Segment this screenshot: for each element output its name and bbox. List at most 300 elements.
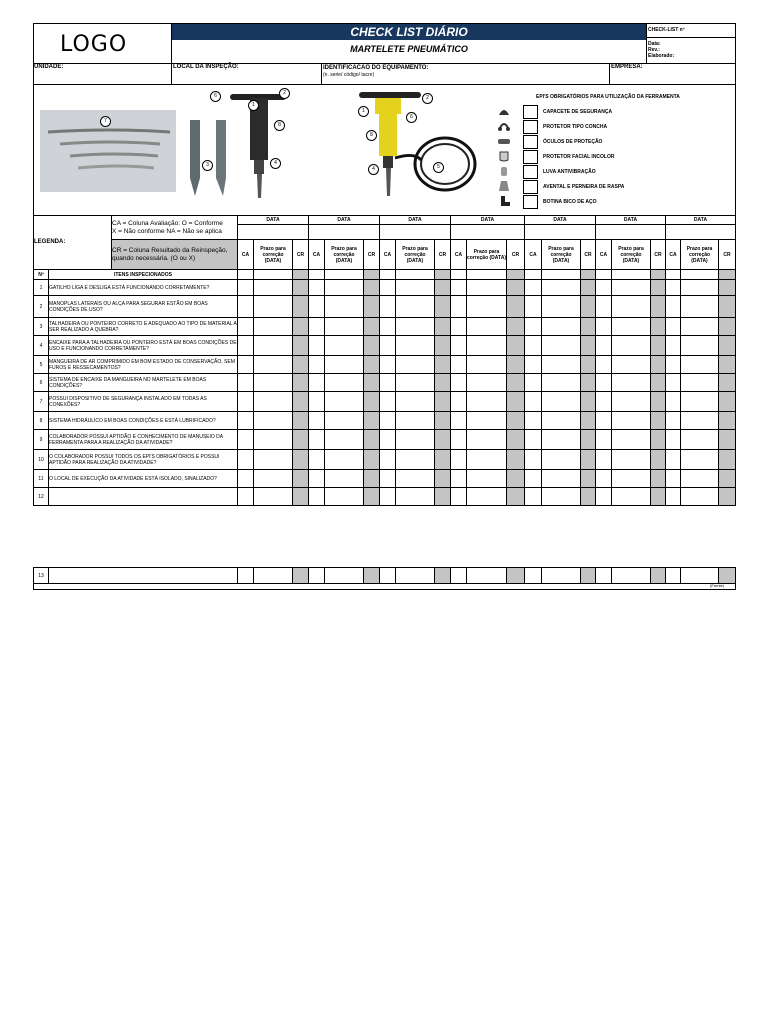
cr-cell[interactable] — [435, 568, 451, 584]
ca-cell[interactable] — [451, 412, 467, 430]
ca-cell[interactable] — [380, 450, 396, 470]
prazo-cell[interactable] — [542, 392, 581, 412]
prazo-cell[interactable] — [467, 356, 507, 374]
ca-cell[interactable] — [525, 412, 542, 430]
prazo-cell[interactable] — [254, 280, 293, 296]
ca-cell[interactable] — [238, 412, 254, 430]
ca-cell[interactable] — [525, 296, 542, 318]
prazo-cell[interactable] — [396, 336, 435, 356]
ca-cell[interactable] — [666, 296, 681, 318]
cr-cell[interactable] — [507, 470, 525, 488]
cr-cell[interactable] — [293, 356, 309, 374]
ca-cell[interactable] — [238, 450, 254, 470]
prazo-cell[interactable] — [542, 488, 581, 506]
prazo-cell[interactable] — [325, 430, 364, 450]
cr-cell[interactable] — [651, 336, 666, 356]
ca-cell[interactable] — [238, 336, 254, 356]
cr-cell[interactable] — [651, 280, 666, 296]
ca-cell[interactable] — [309, 568, 325, 584]
ca-cell[interactable] — [309, 318, 325, 336]
prazo-cell[interactable] — [467, 318, 507, 336]
prazo-cell[interactable] — [467, 430, 507, 450]
cr-cell[interactable] — [581, 488, 596, 506]
ca-cell[interactable] — [596, 470, 612, 488]
cr-cell[interactable] — [364, 568, 380, 584]
cr-cell[interactable] — [719, 374, 736, 392]
ca-cell[interactable] — [238, 488, 254, 506]
cr-cell[interactable] — [581, 412, 596, 430]
epi-checkbox[interactable] — [523, 120, 538, 134]
ca-cell[interactable] — [238, 318, 254, 336]
ca-cell[interactable] — [380, 318, 396, 336]
ca-cell[interactable] — [238, 356, 254, 374]
cr-cell[interactable] — [719, 430, 736, 450]
prazo-cell[interactable] — [325, 336, 364, 356]
prepared-by-label: Elaborado: — [648, 53, 675, 59]
date-input[interactable] — [666, 225, 736, 240]
ca-cell[interactable] — [666, 450, 681, 470]
ca-cell[interactable] — [309, 412, 325, 430]
ca-cell[interactable] — [380, 392, 396, 412]
epi-checkbox[interactable] — [523, 105, 538, 119]
cr-cell[interactable] — [719, 296, 736, 318]
cr-cell[interactable] — [435, 374, 451, 392]
cr-cell[interactable] — [581, 470, 596, 488]
ca-cell[interactable] — [380, 488, 396, 506]
cr-cell[interactable] — [651, 470, 666, 488]
cr-cell[interactable] — [651, 568, 666, 584]
ca-cell[interactable] — [596, 430, 612, 450]
prazo-cell[interactable] — [467, 392, 507, 412]
ca-cell[interactable] — [525, 318, 542, 336]
prazo-cell[interactable] — [467, 470, 507, 488]
prazo-cell[interactable] — [467, 488, 507, 506]
cr-cell[interactable] — [581, 296, 596, 318]
prazo-cell[interactable] — [396, 374, 435, 392]
prazo-cell[interactable] — [396, 280, 435, 296]
date-input[interactable] — [309, 225, 380, 240]
prazo-cell[interactable] — [542, 430, 581, 450]
prazo-cell[interactable] — [542, 318, 581, 336]
ca-cell[interactable] — [451, 488, 467, 506]
cr-cell[interactable] — [364, 296, 380, 318]
ca-cell[interactable] — [309, 430, 325, 450]
cr-cell[interactable] — [507, 336, 525, 356]
prazo-cell[interactable] — [681, 374, 719, 392]
prazo-cell[interactable] — [467, 296, 507, 318]
ca-cell[interactable] — [525, 356, 542, 374]
ca-cell[interactable] — [666, 280, 681, 296]
ca-cell[interactable] — [309, 374, 325, 392]
prazo-cell[interactable] — [612, 450, 651, 470]
ca-cell[interactable] — [238, 374, 254, 392]
epi-checkbox[interactable] — [523, 195, 538, 209]
prazo-cell[interactable] — [254, 470, 293, 488]
prazo-cell[interactable] — [681, 318, 719, 336]
cr-cell[interactable] — [719, 488, 736, 506]
cr-cell[interactable] — [507, 356, 525, 374]
cr-cell[interactable] — [581, 568, 596, 584]
prazo-cell[interactable] — [612, 568, 651, 584]
cr-cell[interactable] — [581, 356, 596, 374]
prazo-cell[interactable] — [612, 374, 651, 392]
cr-cell[interactable] — [364, 488, 380, 506]
cr-cell[interactable] — [719, 392, 736, 412]
cr-cell[interactable] — [651, 318, 666, 336]
cr-cell[interactable] — [364, 356, 380, 374]
ca-cell[interactable] — [380, 336, 396, 356]
ca-cell[interactable] — [666, 336, 681, 356]
ca-cell[interactable] — [666, 412, 681, 430]
prazo-cell[interactable] — [325, 450, 364, 470]
epi-checkbox[interactable] — [523, 150, 538, 164]
ca-header: CA — [525, 240, 542, 270]
ca-cell[interactable] — [380, 356, 396, 374]
ca-cell[interactable] — [309, 470, 325, 488]
cr-cell[interactable] — [293, 296, 309, 318]
cr-cell[interactable] — [507, 450, 525, 470]
prazo-cell[interactable] — [396, 392, 435, 412]
cr-cell[interactable] — [719, 318, 736, 336]
prazo-cell[interactable] — [612, 356, 651, 374]
ca-cell[interactable] — [451, 336, 467, 356]
row-number: 13 — [34, 568, 49, 584]
cr-cell[interactable] — [293, 374, 309, 392]
ca-cell[interactable] — [451, 450, 467, 470]
cr-cell[interactable] — [507, 318, 525, 336]
ca-cell[interactable] — [525, 336, 542, 356]
cr-cell[interactable] — [507, 374, 525, 392]
prazo-cell[interactable] — [396, 450, 435, 470]
epi-checkbox[interactable] — [523, 135, 538, 149]
cr-cell[interactable] — [581, 336, 596, 356]
ca-cell[interactable] — [451, 568, 467, 584]
ca-cell[interactable] — [525, 488, 542, 506]
ca-cell[interactable] — [596, 336, 612, 356]
prazo-cell[interactable] — [325, 374, 364, 392]
ca-cell[interactable] — [451, 356, 467, 374]
cr-cell[interactable] — [507, 488, 525, 506]
prazo-cell[interactable] — [681, 470, 719, 488]
cr-cell[interactable] — [719, 356, 736, 374]
ca-cell[interactable] — [451, 280, 467, 296]
ca-cell[interactable] — [525, 430, 542, 450]
ca-cell[interactable] — [451, 392, 467, 412]
prazo-cell[interactable] — [467, 450, 507, 470]
prazo-cell[interactable] — [681, 296, 719, 318]
cr-cell[interactable] — [507, 412, 525, 430]
ca-cell[interactable] — [596, 488, 612, 506]
prazo-cell[interactable] — [396, 412, 435, 430]
prazo-cell[interactable] — [254, 356, 293, 374]
prazo-cell[interactable] — [681, 356, 719, 374]
ca-cell[interactable] — [309, 336, 325, 356]
epi-row — [495, 134, 645, 149]
prazo-cell[interactable] — [542, 568, 581, 584]
prazo-cell[interactable] — [325, 488, 364, 506]
cr-cell[interactable] — [293, 450, 309, 470]
cr-cell[interactable] — [293, 412, 309, 430]
prazo-cell[interactable] — [396, 470, 435, 488]
cr-cell[interactable] — [651, 488, 666, 506]
prazo-cell[interactable] — [396, 430, 435, 450]
ca-cell[interactable] — [380, 280, 396, 296]
cr-cell[interactable] — [364, 450, 380, 470]
ca-cell[interactable] — [596, 356, 612, 374]
prazo-cell[interactable] — [325, 470, 364, 488]
ca-cell[interactable] — [525, 568, 542, 584]
prazo-cell[interactable] — [612, 412, 651, 430]
prazo-cell[interactable] — [254, 296, 293, 318]
prazo-cell[interactable] — [254, 430, 293, 450]
prazo-cell[interactable] — [467, 568, 507, 584]
cr-cell[interactable] — [293, 430, 309, 450]
date-input[interactable] — [238, 225, 309, 240]
cr-cell[interactable] — [293, 568, 309, 584]
cr-cell[interactable] — [293, 488, 309, 506]
prazo-cell[interactable] — [681, 336, 719, 356]
row-number: 11 — [34, 470, 49, 488]
cr-cell[interactable] — [364, 336, 380, 356]
ca-cell[interactable] — [309, 450, 325, 470]
prazo-cell[interactable] — [467, 374, 507, 392]
cr-cell[interactable] — [435, 392, 451, 412]
cr-cell[interactable] — [507, 296, 525, 318]
cr-cell[interactable] — [435, 412, 451, 430]
ca-cell[interactable] — [380, 374, 396, 392]
ca-cell[interactable] — [238, 470, 254, 488]
prazo-cell[interactable] — [325, 412, 364, 430]
prazo-cell[interactable] — [612, 470, 651, 488]
ca-cell[interactable] — [596, 280, 612, 296]
prazo-cell[interactable] — [254, 412, 293, 430]
ca-cell[interactable] — [666, 318, 681, 336]
prazo-cell[interactable] — [681, 412, 719, 430]
prazo-cell[interactable] — [396, 356, 435, 374]
prazo-cell[interactable] — [542, 450, 581, 470]
prazo-cell[interactable] — [542, 412, 581, 430]
ca-cell[interactable] — [525, 470, 542, 488]
prazo-cell[interactable] — [325, 296, 364, 318]
prazo-cell[interactable] — [542, 374, 581, 392]
cr-cell[interactable] — [581, 392, 596, 412]
callout-tool2-8: 8 — [366, 130, 377, 141]
ca-cell[interactable] — [525, 374, 542, 392]
prazo-cell[interactable] — [612, 430, 651, 450]
ca-cell[interactable] — [666, 392, 681, 412]
cr-cell[interactable] — [581, 374, 596, 392]
cr-cell[interactable] — [651, 412, 666, 430]
ca-cell[interactable] — [380, 568, 396, 584]
ca-cell[interactable] — [309, 356, 325, 374]
ca-cell[interactable] — [596, 412, 612, 430]
epi-item-label: CAPACETE DE SEGURANÇA — [543, 109, 613, 115]
ca-cell[interactable] — [380, 430, 396, 450]
ca-header: CA — [451, 240, 467, 270]
prazo-cell[interactable] — [396, 296, 435, 318]
cr-cell[interactable] — [435, 356, 451, 374]
prazo-cell[interactable] — [325, 318, 364, 336]
cr-cell[interactable] — [293, 336, 309, 356]
cr-cell[interactable] — [435, 296, 451, 318]
cr-cell[interactable] — [719, 412, 736, 430]
cr-cell[interactable] — [293, 470, 309, 488]
cr-cell[interactable] — [651, 356, 666, 374]
cr-cell[interactable] — [719, 568, 736, 584]
ca-cell[interactable] — [666, 488, 681, 506]
ca-cell[interactable] — [596, 450, 612, 470]
prazo-cell[interactable] — [681, 430, 719, 450]
prazo-cell[interactable] — [612, 280, 651, 296]
cr-cell[interactable] — [507, 430, 525, 450]
cr-cell[interactable] — [719, 470, 736, 488]
cr-cell[interactable] — [581, 280, 596, 296]
ca-cell[interactable] — [380, 470, 396, 488]
prazo-cell[interactable] — [681, 450, 719, 470]
ca-cell[interactable] — [525, 450, 542, 470]
cr-cell[interactable] — [435, 450, 451, 470]
cr-cell[interactable] — [435, 336, 451, 356]
prazo-cell[interactable] — [612, 392, 651, 412]
cr-cell[interactable] — [651, 374, 666, 392]
cr-cell[interactable] — [651, 450, 666, 470]
prazo-cell[interactable] — [254, 374, 293, 392]
prazo-cell[interactable] — [396, 318, 435, 336]
cr-cell[interactable] — [293, 392, 309, 412]
prazo-cell[interactable] — [467, 280, 507, 296]
cr-cell[interactable] — [364, 412, 380, 430]
prazo-cell[interactable] — [325, 280, 364, 296]
ca-cell[interactable] — [525, 280, 542, 296]
date-input[interactable] — [451, 225, 525, 240]
ca-cell[interactable] — [309, 488, 325, 506]
info-divider-3 — [609, 63, 610, 85]
ca-cell[interactable] — [238, 430, 254, 450]
cr-cell[interactable] — [364, 430, 380, 450]
cr-cell[interactable] — [364, 374, 380, 392]
prazo-cell[interactable] — [681, 280, 719, 296]
ca-cell[interactable] — [380, 412, 396, 430]
prazo-cell[interactable] — [254, 392, 293, 412]
prazo-cell[interactable] — [542, 296, 581, 318]
cr-cell[interactable] — [719, 450, 736, 470]
row-item-text: MANGUEIRA DE AR COMPRIMIDO EM BOM ESTADO DE CONSERVAÇÃO, SEM FUROS E RESSECAMENTOS? — [49, 356, 238, 374]
cr-cell[interactable] — [435, 318, 451, 336]
prazo-cell[interactable] — [254, 568, 293, 584]
prazo-cell[interactable] — [542, 470, 581, 488]
ca-cell[interactable] — [238, 280, 254, 296]
prazo-cell[interactable] — [542, 336, 581, 356]
prazo-cell[interactable] — [254, 318, 293, 336]
prazo-cell[interactable] — [254, 488, 293, 506]
prazo-cell[interactable] — [325, 568, 364, 584]
cr-cell[interactable] — [581, 430, 596, 450]
prazo-cell[interactable] — [612, 336, 651, 356]
prazo-cell[interactable] — [467, 412, 507, 430]
ca-cell[interactable] — [451, 374, 467, 392]
cr-cell[interactable] — [435, 488, 451, 506]
ca-cell[interactable] — [666, 568, 681, 584]
prazo-cell[interactable] — [542, 356, 581, 374]
ca-cell[interactable] — [309, 392, 325, 412]
prazo-cell[interactable] — [612, 318, 651, 336]
cr-cell[interactable] — [719, 336, 736, 356]
ca-cell[interactable] — [451, 430, 467, 450]
cr-cell[interactable] — [651, 296, 666, 318]
cr-cell[interactable] — [651, 430, 666, 450]
ca-cell[interactable] — [451, 318, 467, 336]
header-right-divider — [646, 23, 647, 64]
ca-cell[interactable] — [451, 470, 467, 488]
date-input[interactable] — [525, 225, 596, 240]
prazo-cell[interactable] — [681, 568, 719, 584]
cr-cell[interactable] — [581, 450, 596, 470]
ca-cell[interactable] — [596, 374, 612, 392]
prazo-cell[interactable] — [254, 450, 293, 470]
cr-cell[interactable] — [364, 280, 380, 296]
ca-cell[interactable] — [596, 568, 612, 584]
prazo-cell[interactable] — [325, 392, 364, 412]
cr-cell[interactable] — [507, 568, 525, 584]
prazo-cell[interactable] — [325, 356, 364, 374]
cr-cell[interactable] — [364, 470, 380, 488]
cr-header: CR — [364, 240, 380, 270]
prazo-cell[interactable] — [396, 488, 435, 506]
cr-cell[interactable] — [581, 318, 596, 336]
cr-cell[interactable] — [507, 280, 525, 296]
ca-cell[interactable] — [666, 430, 681, 450]
cr-cell[interactable] — [435, 280, 451, 296]
ca-cell[interactable] — [238, 296, 254, 318]
prazo-cell[interactable] — [254, 336, 293, 356]
cr-cell[interactable] — [719, 280, 736, 296]
prazo-cell[interactable] — [681, 392, 719, 412]
prazo-cell[interactable] — [612, 488, 651, 506]
prazo-cell[interactable] — [681, 488, 719, 506]
ca-cell[interactable] — [309, 280, 325, 296]
ca-cell[interactable] — [596, 318, 612, 336]
cr-cell[interactable] — [293, 280, 309, 296]
ca-cell[interactable] — [380, 296, 396, 318]
ca-cell[interactable] — [309, 296, 325, 318]
epi-checkbox[interactable] — [523, 180, 538, 194]
ca-cell[interactable] — [666, 374, 681, 392]
cr-cell[interactable] — [364, 392, 380, 412]
cr-cell[interactable] — [435, 470, 451, 488]
epi-checkbox[interactable] — [523, 165, 538, 179]
prazo-cell[interactable] — [542, 280, 581, 296]
ca-cell[interactable] — [666, 356, 681, 374]
ca-cell[interactable] — [596, 392, 612, 412]
ca-cell[interactable] — [238, 568, 254, 584]
prazo-cell[interactable] — [396, 568, 435, 584]
ca-cell[interactable] — [451, 296, 467, 318]
date-input[interactable] — [596, 225, 666, 240]
ca-cell[interactable] — [666, 470, 681, 488]
cr-cell[interactable] — [364, 318, 380, 336]
prazo-cell[interactable] — [467, 336, 507, 356]
ca-cell[interactable] — [238, 392, 254, 412]
prazo-cell[interactable] — [612, 296, 651, 318]
cr-cell[interactable] — [651, 392, 666, 412]
ca-cell[interactable] — [596, 296, 612, 318]
ca-cell[interactable] — [525, 392, 542, 412]
date-input[interactable] — [380, 225, 451, 240]
cr-cell[interactable] — [293, 318, 309, 336]
cr-cell[interactable] — [435, 430, 451, 450]
number-header: Nº — [34, 270, 49, 280]
cr-cell[interactable] — [507, 392, 525, 412]
